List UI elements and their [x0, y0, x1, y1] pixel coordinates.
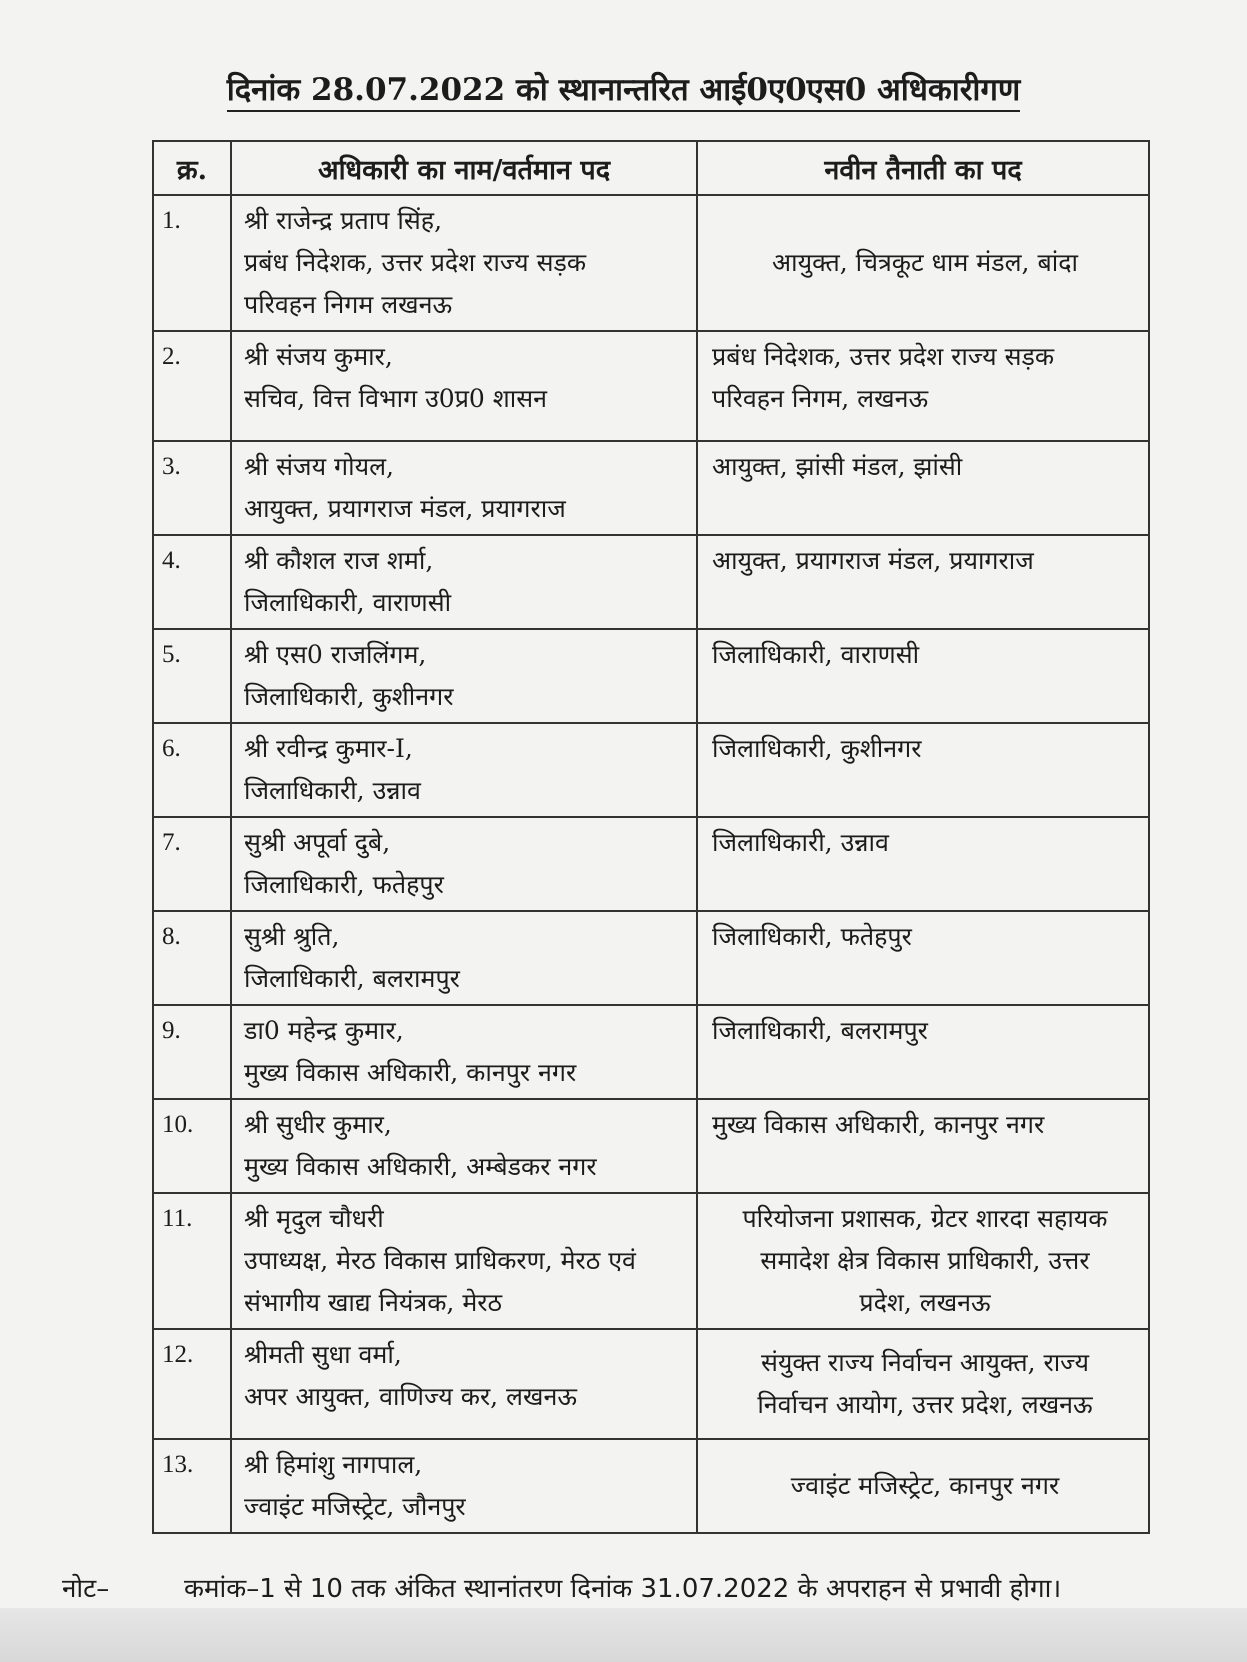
current-post-line: अपर आयुक्त, वाणिज्य कर, लखनऊ — [244, 1382, 577, 1411]
new-post-line: निर्वाचन आयोग, उत्तर प्रदेश, लखनऊ — [757, 1390, 1093, 1419]
table-header-row — [153, 141, 1149, 195]
new-posting-cell — [697, 911, 1149, 1005]
new-posting-cell — [697, 1329, 1149, 1439]
header-officer-current: अधिकारी का नाम/वर्तमान पद — [231, 141, 697, 195]
new-posting-cell — [697, 441, 1149, 535]
table-row — [153, 1439, 1149, 1533]
header-new-posting: नवीन तैनाती का पद — [697, 141, 1149, 195]
table-row — [153, 817, 1149, 911]
header-serial: क्र. — [153, 141, 231, 195]
new-post-line: जिलाधिकारी, फतेहपुर — [712, 922, 912, 951]
current-post-line: जिलाधिकारी, बलरामपुर — [244, 964, 460, 993]
officer-cell — [231, 817, 697, 911]
new-post-line: प्रबंध निदेशक, उत्तर प्रदेश राज्य सड़क — [712, 342, 1055, 371]
new-posting-cell — [697, 331, 1149, 441]
new-post-line: ज्वाइंट मजिस्ट्रेट, कानपुर नगर — [790, 1471, 1060, 1500]
officer-cell — [231, 441, 697, 535]
officer-name: श्री संजय कुमार, — [244, 342, 393, 371]
current-post-line: संभागीय खाद्य नियंत्रक, मेरठ — [244, 1288, 503, 1317]
new-post-line: जिलाधिकारी, वाराणसी — [712, 640, 920, 669]
new-posting-cell — [697, 817, 1149, 911]
new-post-line: समादेश क्षेत्र विकास प्राधिकारी, उत्तर — [760, 1246, 1090, 1275]
officer-cell — [231, 1099, 697, 1193]
new-post-line: जिलाधिकारी, कुशीनगर — [712, 734, 922, 763]
officer-name: डा0 महेन्द्र कुमार, — [244, 1016, 404, 1045]
new-post-line: जिलाधिकारी, बलरामपुर — [712, 1016, 928, 1045]
new-post-line: जिलाधिकारी, उन्नाव — [712, 828, 889, 857]
new-post-line: परियोजना प्रशासक, ग्रेटर शारदा सहायक — [742, 1204, 1108, 1233]
new-post-line: संयुक्त राज्य निर्वाचन आयुक्त, राज्य — [761, 1348, 1089, 1377]
table-row — [153, 1099, 1149, 1193]
officer-name: श्री मृदुल चौधरी — [244, 1204, 384, 1233]
transfer-table — [152, 140, 1150, 1534]
new-post-line: परिवहन निगम, लखनऊ — [712, 384, 929, 413]
officer-name: सुश्री अपूर्वा दुबे, — [244, 828, 391, 857]
officer-cell — [231, 1329, 697, 1439]
table-row — [153, 195, 1149, 331]
current-post-line: प्रबंध निदेशक, उत्तर प्रदेश राज्य सड़क — [244, 248, 587, 277]
current-post-line: उपाध्यक्ष, मेरठ विकास प्राधिकरण, मेरठ एवं — [244, 1246, 636, 1275]
officer-name: श्री सुधीर कुमार, — [244, 1110, 392, 1139]
new-posting-cell — [697, 1005, 1149, 1099]
officer-name: श्री कौशल राज शर्मा, — [244, 546, 434, 575]
bottom-overlay-bar — [0, 1608, 1247, 1662]
serial-number: 3. — [153, 441, 231, 535]
current-post-line: आयुक्त, प्रयागराज मंडल, प्रयागराज — [244, 494, 566, 523]
new-post-line: प्रदेश, लखनऊ — [859, 1288, 991, 1317]
officer-cell — [231, 535, 697, 629]
table-row — [153, 629, 1149, 723]
serial-number: 12. — [153, 1329, 231, 1439]
officer-name: श्री राजेन्द्र प्रताप सिंह, — [244, 206, 443, 235]
table-row — [153, 911, 1149, 1005]
title-text: दिनांक 28.07.2022 को स्थानान्तरित आई0ए0एस0 अधिकारीगण — [227, 72, 1021, 112]
serial-number: 7. — [153, 817, 231, 911]
current-post-line: जिलाधिकारी, कुशीनगर — [244, 682, 454, 711]
new-posting-cell — [697, 629, 1149, 723]
table-row — [153, 1329, 1149, 1439]
table-row — [153, 723, 1149, 817]
new-posting-cell — [697, 195, 1149, 331]
new-posting-cell — [697, 723, 1149, 817]
new-post-line: आयुक्त, प्रयागराज मंडल, प्रयागराज — [712, 546, 1034, 575]
new-posting-cell — [697, 535, 1149, 629]
serial-number: 13. — [153, 1439, 231, 1533]
current-post-line: मुख्य विकास अधिकारी, कानपुर नगर — [244, 1058, 577, 1087]
serial-number: 5. — [153, 629, 231, 723]
officer-cell — [231, 1439, 697, 1533]
officer-name: सुश्री श्रुति, — [244, 922, 340, 951]
officer-cell — [231, 195, 697, 331]
officer-name: श्रीमती सुधा वर्मा, — [244, 1340, 402, 1369]
note-text: कमांक–1 से 10 तक अंकित स्थानांतरण दिनांक 31.07.2022 के अपराहन से प्रभावी होगा। — [184, 1574, 1062, 1604]
officer-cell — [231, 629, 697, 723]
serial-number: 1. — [153, 195, 231, 331]
current-post-line: जिलाधिकारी, उन्नाव — [244, 776, 421, 805]
serial-number: 6. — [153, 723, 231, 817]
new-post-line: मुख्य विकास अधिकारी, कानपुर नगर — [712, 1110, 1045, 1139]
new-post-line: आयुक्त, चित्रकूट धाम मंडल, बांदा — [772, 248, 1078, 277]
officer-name: श्री हिमांशु नागपाल, — [244, 1450, 423, 1479]
new-post-line: आयुक्त, झांसी मंडल, झांसी — [712, 452, 963, 481]
officer-cell — [231, 723, 697, 817]
serial-number: 9. — [153, 1005, 231, 1099]
current-post-line: जिलाधिकारी, फतेहपुर — [244, 870, 444, 899]
serial-number: 10. — [153, 1099, 231, 1193]
new-posting-cell — [697, 1193, 1149, 1329]
table-row — [153, 441, 1149, 535]
current-post-line: जिलाधिकारी, वाराणसी — [244, 588, 452, 617]
table-row — [153, 1193, 1149, 1329]
serial-number: 2. — [153, 331, 231, 441]
table-row — [153, 331, 1149, 441]
officer-cell — [231, 911, 697, 1005]
new-posting-cell — [697, 1439, 1149, 1533]
note-label: नोट– — [62, 1574, 110, 1604]
serial-number: 8. — [153, 911, 231, 1005]
officer-cell — [231, 1005, 697, 1099]
current-post-line: सचिव, वित्त विभाग उ0प्र0 शासन — [244, 384, 548, 413]
serial-number: 11. — [153, 1193, 231, 1329]
document-title — [0, 68, 1247, 110]
officer-cell — [231, 331, 697, 441]
serial-number: 4. — [153, 535, 231, 629]
note — [62, 1568, 1182, 1610]
table-row — [153, 1005, 1149, 1099]
officer-name: श्री संजय गोयल, — [244, 452, 394, 481]
officer-cell — [231, 1193, 697, 1329]
officer-name: श्री रवीन्द्र कुमार-I, — [244, 734, 413, 763]
officer-name: श्री एस0 राजलिंगम, — [244, 640, 427, 669]
current-post-line: मुख्य विकास अधिकारी, अम्बेडकर नगर — [244, 1152, 597, 1181]
table-row — [153, 535, 1149, 629]
current-post-line: परिवहन निगम लखनऊ — [244, 290, 453, 319]
new-posting-cell — [697, 1099, 1149, 1193]
current-post-line: ज्वाइंट मजिस्ट्रेट, जौनपुर — [244, 1492, 466, 1521]
